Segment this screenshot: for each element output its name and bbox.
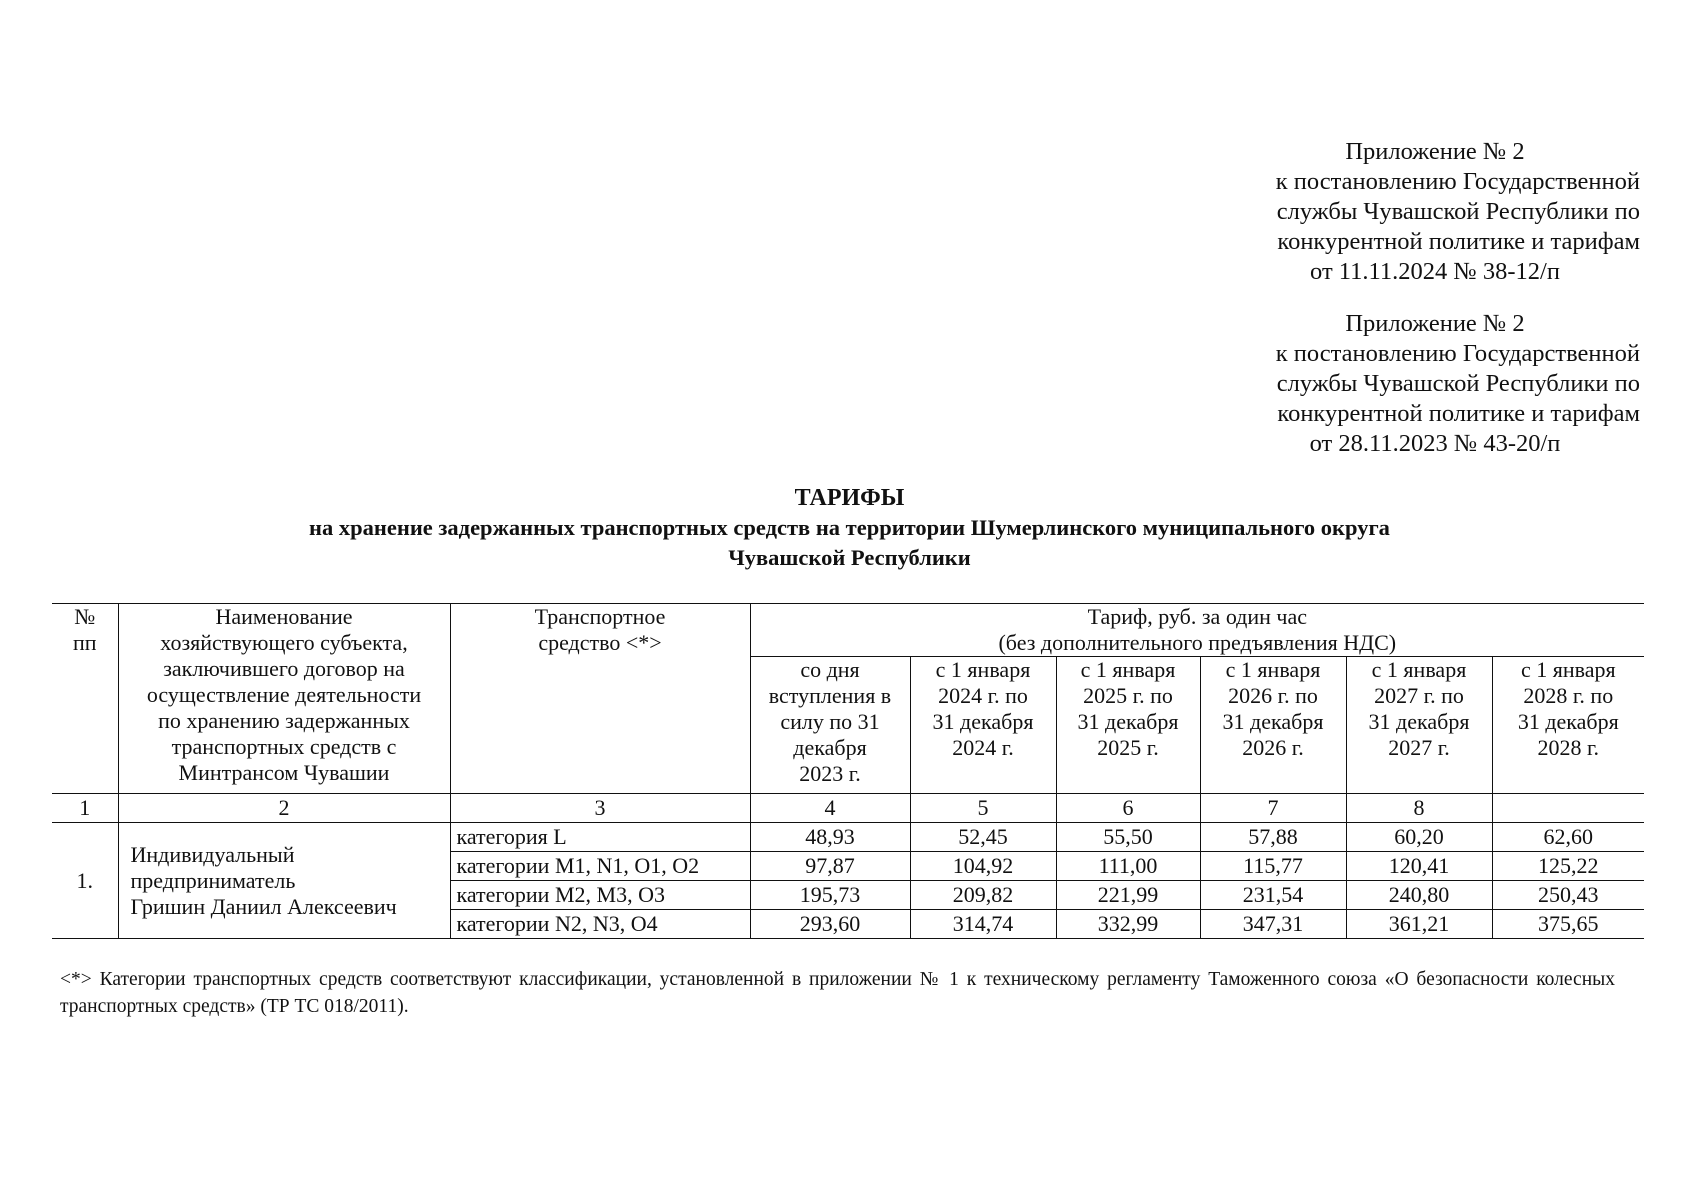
- appendix-line: конкурентной политике и тарифам: [1277, 228, 1640, 255]
- tariff-value: 347,31: [1200, 910, 1346, 939]
- tariff-value: 57,88: [1200, 823, 1346, 852]
- appendix-title: Приложение № 2: [1345, 138, 1525, 165]
- tariff-value: 293,60: [750, 910, 910, 939]
- tariff-value: 361,21: [1346, 910, 1492, 939]
- tariff-value: 250,43: [1492, 881, 1644, 910]
- header-number: № пп: [52, 604, 118, 794]
- tariff-value: 111,00: [1056, 852, 1200, 881]
- tariff-value: 52,45: [910, 823, 1056, 852]
- column-number: 7: [1200, 794, 1346, 823]
- vehicle-category: категории M1, N1, O1, O2: [450, 852, 750, 881]
- column-number: 2: [118, 794, 450, 823]
- appendix-date: от 11.11.2024 № 38-12/п: [1310, 258, 1560, 285]
- tariff-value: 314,74: [910, 910, 1056, 939]
- table-row: [52, 823, 1644, 852]
- vehicle-category: категория L: [450, 823, 750, 852]
- column-number: 1: [52, 794, 118, 823]
- header-period: с 1 января 2024 г. по 31 декабря 2024 г.: [910, 657, 1056, 794]
- tariff-value: 55,50: [1056, 823, 1200, 852]
- header-vehicle: Транспортное средство <*>: [450, 604, 750, 794]
- tariff-value: 195,73: [750, 881, 910, 910]
- tariffs-table: [52, 603, 1644, 939]
- appendix-line: службы Чувашской Республики по: [1276, 370, 1640, 397]
- column-number: 6: [1056, 794, 1200, 823]
- title-main: ТАРИФЫ: [794, 485, 905, 511]
- header-period: с 1 января 2028 г. по 31 декабря 2028 г.: [1492, 657, 1644, 794]
- header-entity: Наименование хозяйствующего субъекта, заключившего договор на осуществление деятельности по хранению задержанных транспортных средств с Минтрансом Чувашии: [118, 604, 450, 794]
- appendix-line: к постановлению Государственной: [1275, 340, 1640, 367]
- appendix-header-current: [1230, 137, 1640, 287]
- tariff-value: 60,20: [1346, 823, 1492, 852]
- table-header-row: [52, 604, 1644, 657]
- footnote: <*> Категории транспортных средств соответствуют классификации, установленной в приложении № 1 к техническому регламенту Таможенного союза «О безопасности колесных транспортных средств» (ТР ТС 018/2011).: [60, 969, 1615, 1017]
- document-title: [52, 483, 1647, 573]
- header-period: со дня вступления в силу по 31 декабря 2023 г.: [750, 657, 910, 794]
- vehicle-category: категории N2, N3, O4: [450, 910, 750, 939]
- tariff-value: 120,41: [1346, 852, 1492, 881]
- tariff-value: 375,65: [1492, 910, 1644, 939]
- column-number: 5: [910, 794, 1056, 823]
- header-period: с 1 января 2025 г. по 31 декабря 2025 г.: [1056, 657, 1200, 794]
- header-period: с 1 января 2026 г. по 31 декабря 2026 г.: [1200, 657, 1346, 794]
- entity-name: Индивидуальный предприниматель Гришин Даниил Алексеевич: [118, 823, 450, 939]
- tariff-value: 209,82: [910, 881, 1056, 910]
- tariff-value: 240,80: [1346, 881, 1492, 910]
- column-number: 8: [1346, 794, 1492, 823]
- appendix-title: Приложение № 2: [1345, 310, 1525, 337]
- appendix-date: от 28.11.2023 № 43-20/п: [1309, 430, 1561, 457]
- appendix-line: конкурентной политике и тарифам: [1277, 400, 1640, 427]
- tariff-value: 97,87: [750, 852, 910, 881]
- tariff-value: 48,93: [750, 823, 910, 852]
- tariff-value: 332,99: [1056, 910, 1200, 939]
- header-period: с 1 января 2027 г. по 31 декабря 2027 г.: [1346, 657, 1492, 794]
- title-subtitle: на хранение задержанных транспортных средств на территории Шумерлинского муниципального округа: [309, 515, 1390, 540]
- appendix-line: к постановлению Государственной: [1275, 168, 1640, 195]
- tariff-value: 231,54: [1200, 881, 1346, 910]
- column-number: 3: [450, 794, 750, 823]
- appendix-line: службы Чувашской Республики по: [1276, 198, 1640, 225]
- tariff-value: 221,99: [1056, 881, 1200, 910]
- title-region: Чувашской Республики: [728, 545, 971, 570]
- column-number: [1492, 794, 1644, 823]
- vehicle-category: категории M2, M3, O3: [450, 881, 750, 910]
- tariff-value: 125,22: [1492, 852, 1644, 881]
- tariff-value: 62,60: [1492, 823, 1644, 852]
- column-number: 4: [750, 794, 910, 823]
- column-number-row: [52, 794, 1644, 823]
- tariff-value: 115,77: [1200, 852, 1346, 881]
- tariff-value: 104,92: [910, 852, 1056, 881]
- appendix-header-previous: [1230, 309, 1640, 459]
- row-index: 1.: [52, 823, 118, 939]
- header-tariff-group: Тариф, руб. за один час (без дополнительного предъявления НДС): [750, 604, 1644, 657]
